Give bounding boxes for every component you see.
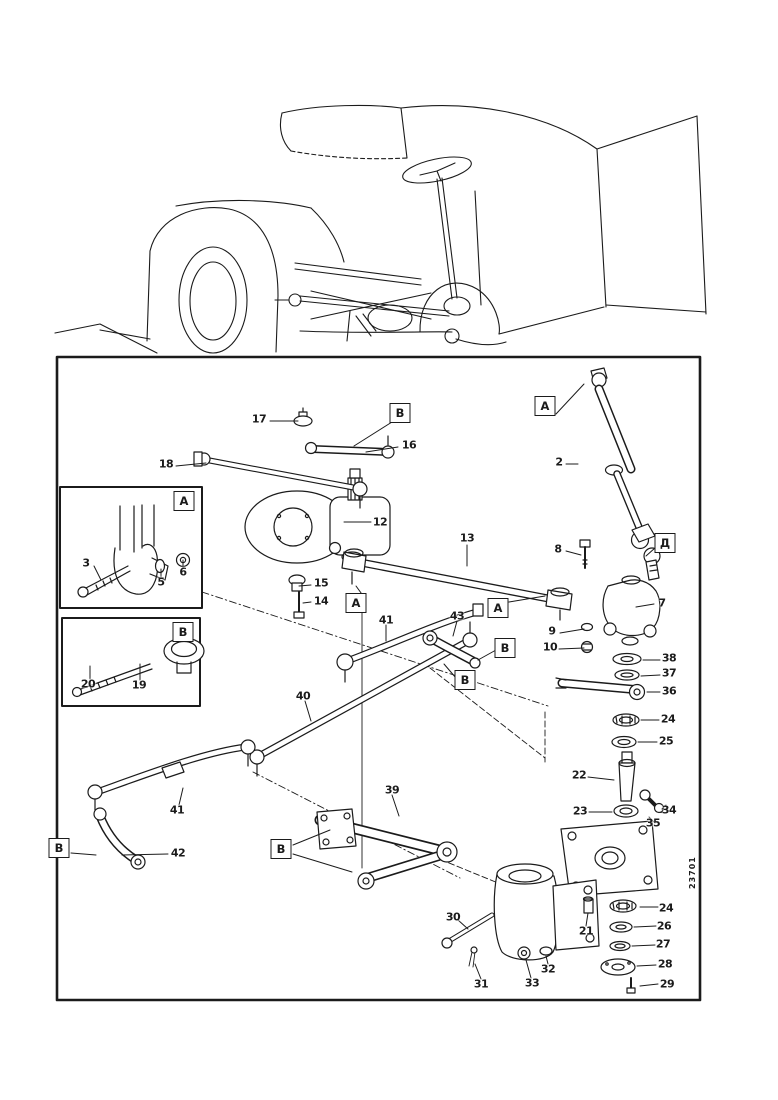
part-callout-31: 31 [473, 977, 489, 991]
part-callout-38: 38 [661, 651, 677, 665]
view-marker-b: B [271, 839, 292, 859]
part-callout-23: 23 [572, 804, 588, 818]
view-marker-д: Д [655, 533, 676, 553]
view-marker-b: B [390, 403, 411, 423]
part-callout-13: 13 [459, 531, 475, 545]
part-callout-26: 26 [656, 919, 672, 933]
knuckle-stack-upper-drawing [556, 654, 664, 825]
view-marker-a: A [346, 593, 367, 613]
pitman-arm-drawing [306, 436, 395, 458]
part-callout-33: 33 [524, 976, 540, 990]
part-callout-9: 9 [548, 624, 556, 638]
part-callout-40: 40 [295, 689, 311, 703]
part-callout-2: 2 [555, 455, 563, 469]
part-callout-8: 8 [554, 542, 562, 556]
part-callout-7: 7 [658, 596, 666, 610]
vehicle-sketch [55, 105, 706, 353]
part-callout-27: 27 [655, 937, 671, 951]
part-callout-29: 29 [659, 977, 675, 991]
part-callout-41: 41 [169, 803, 185, 817]
part-15-14-drawing [289, 575, 305, 618]
part-callout-36: 36 [661, 684, 677, 698]
inset-a-drawing [78, 505, 190, 597]
steering-column-drawing [591, 368, 660, 580]
part-callout-17: 17 [251, 412, 267, 426]
steering-arm-42-drawing [94, 808, 145, 869]
knuckle-stack-lower-drawing [601, 900, 636, 993]
view-marker-b: B [455, 670, 476, 690]
part-17-drawing [294, 408, 312, 426]
part-callout-3: 3 [82, 556, 90, 570]
part-callout-5: 5 [157, 575, 165, 589]
part-callout-32: 32 [540, 962, 556, 976]
part-callout-28: 28 [657, 957, 673, 971]
front-wheel [179, 247, 247, 353]
part-callout-39: 39 [384, 783, 400, 797]
tie-rod-41-lower-drawing [88, 740, 255, 810]
part-callout-37: 37 [661, 666, 677, 680]
lower-joint-housing-drawing [603, 576, 660, 645]
part-callout-18: 18 [158, 457, 174, 471]
part-callout-21: 21 [578, 924, 594, 938]
view-marker-b: B [173, 622, 194, 642]
part-callout-15: 15 [313, 576, 329, 590]
view-marker-a: A [535, 396, 556, 416]
part-callout-24: 24 [658, 901, 674, 915]
view-marker-b: B [49, 838, 70, 858]
part-callout-6: 6 [179, 565, 187, 579]
part-callout-22: 22 [571, 768, 587, 782]
part-callout-25: 25 [658, 734, 674, 748]
part-callout-42: 42 [170, 846, 186, 860]
part-callout-34: 34 [661, 803, 677, 817]
fastener-8-9-10-drawing [580, 540, 593, 653]
projection-lines [202, 592, 548, 892]
view-marker-a: A [174, 491, 195, 511]
part-callout-20: 20 [80, 677, 96, 691]
view-marker-a: A [488, 598, 509, 618]
bellcrank-drawing [317, 809, 457, 889]
part-callout-30: 30 [445, 910, 461, 924]
part-callout-16: 16 [401, 438, 417, 452]
part-callout-19: 19 [131, 678, 147, 692]
part-callout-10: 10 [542, 640, 558, 654]
part-callout-41: 41 [378, 613, 394, 627]
part-callout-14: 14 [313, 594, 329, 608]
part-callout-35: 35 [645, 816, 661, 830]
view-marker-b: B [495, 638, 516, 658]
drawing-number: 23701 [688, 856, 697, 889]
part-callout-24: 24 [660, 712, 676, 726]
part-callout-43: 43 [449, 609, 465, 623]
part-callout-12: 12 [372, 515, 388, 529]
